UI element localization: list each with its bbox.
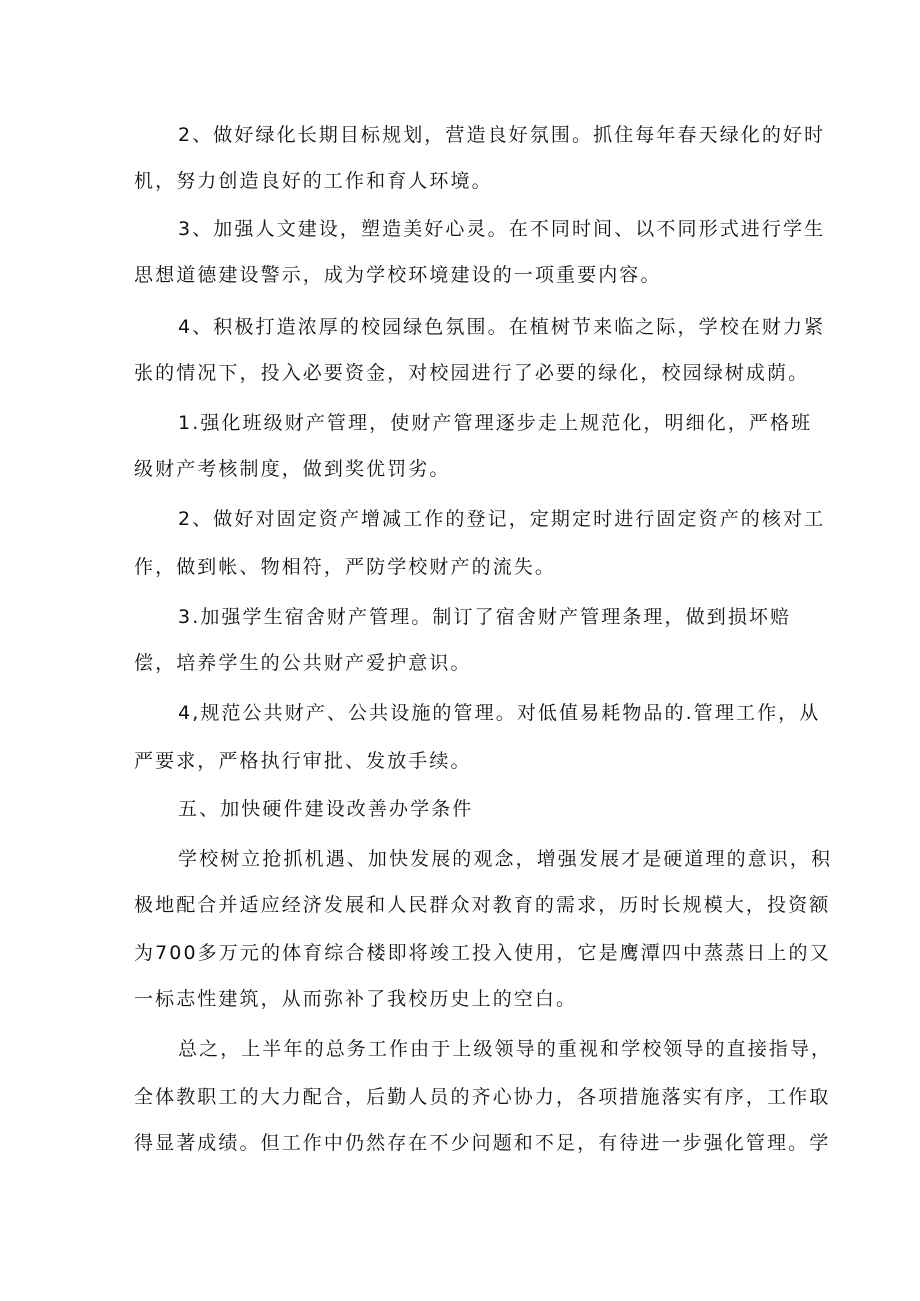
section-heading-text: 五、加快硬件建设改善办学条件 bbox=[178, 798, 474, 820]
text-line: 偿，培养学生的公共财产爱护意识。 bbox=[134, 652, 472, 674]
text-line: 张的情况下，投入必要资金，对校园进行了必要的绿化，校园绿树成荫。 bbox=[134, 362, 810, 384]
text-line: 3.加强学生宿舍财产管理。制订了宿舍财产管理条理，做到损坏赔 bbox=[178, 606, 792, 628]
text-line: 3、加强人文建设，塑造美好心灵。在不同时间、以不同形式进行学生 bbox=[178, 218, 826, 240]
text-line: 思想道德建设警示，成为学校环境建设的一项重要内容。 bbox=[134, 264, 662, 286]
text-line: 全体教职工的大力配合，后勤人员的齐心协力，各项措施落实有序，工作取 bbox=[134, 1086, 831, 1108]
text-line: 得显著成绩。但工作中仍然存在不少问题和不足，有待进一步强化管理。学 bbox=[134, 1132, 831, 1154]
text-line: 总之，上半年的总务工作由于上级领导的重视和学校领导的直接指导， bbox=[178, 1038, 833, 1060]
text-line: 严要求，严格执行审批、发放手续。 bbox=[134, 750, 472, 772]
text-line: 极地配合并适应经济发展和人民群众对教育的需求，历时长规模大，投资额 bbox=[134, 894, 831, 916]
text-line: 1.强化班级财产管理，使财产管理逐步走上规范化，明细化，严格班 bbox=[178, 412, 813, 434]
text-line: 一标志性建筑，从而弥补了我校历史上的空白。 bbox=[134, 988, 578, 1010]
text-line: 4,规范公共财产、公共设施的管理。对低值易耗物品的.管理工作，从 bbox=[178, 702, 821, 724]
text-line: 机，努力创造良好的工作和育人环境。 bbox=[134, 170, 493, 192]
text-line: 作，做到帐、物相符，严防学校财产的流失。 bbox=[134, 556, 557, 578]
text-line: 2、做好绿化长期目标规划，营造良好氛围。抓住每年春天绿化的好时 bbox=[178, 124, 826, 146]
text-line: 级财产考核制度，做到奖优罚劣。 bbox=[134, 458, 451, 480]
text-line: 4、积极打造浓厚的校园绿色氛围。在植树节来临之际，学校在财力紧 bbox=[178, 316, 826, 338]
text-line: 为700多万元的体育综合楼即将竣工投入使用，它是鹰潭四中蒸蒸日上的又 bbox=[134, 942, 831, 964]
text-line: 学校树立抢抓机遇、加快发展的观念，增强发展才是硬道理的意识，积 bbox=[178, 848, 833, 870]
text-line: 2、做好对固定资产增减工作的登记，定期定时进行固定资产的核对工 bbox=[178, 508, 826, 530]
